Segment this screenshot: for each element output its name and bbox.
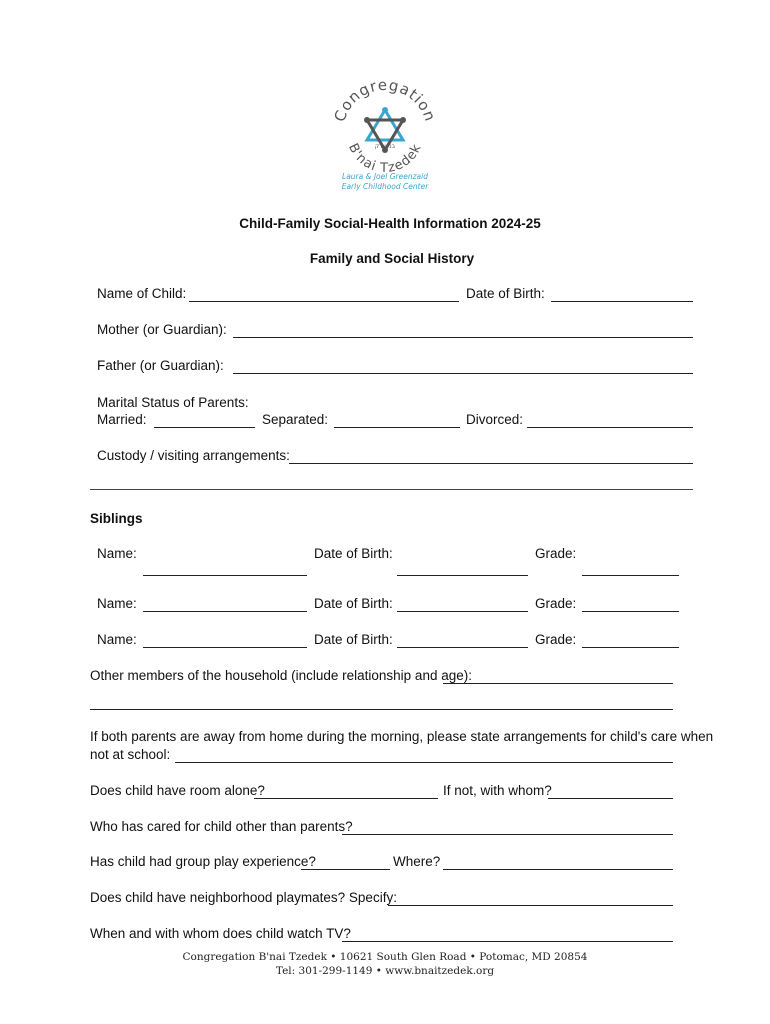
cared-for-field[interactable] bbox=[342, 834, 673, 835]
tv-label: When and with whom does child watch TV? bbox=[90, 926, 351, 941]
away-field[interactable] bbox=[175, 762, 673, 763]
group-play-label: Has child had group play experience? bbox=[90, 854, 316, 869]
custody-label: Custody / visiting arrangements: bbox=[97, 448, 290, 463]
separated-label: Separated: bbox=[262, 412, 329, 427]
divorced-label: Divorced: bbox=[466, 412, 524, 427]
sibling1-name-label: Name: bbox=[97, 546, 137, 561]
separated-field[interactable] bbox=[334, 427, 460, 428]
page-title: Child-Family Social-Health Information 2024-25 bbox=[239, 216, 541, 231]
married-label: Married: bbox=[97, 412, 147, 427]
where-label: Where? bbox=[393, 854, 441, 869]
footer-contact: Tel: 301-299-1149 • www.bnaitzedek.org bbox=[275, 965, 495, 977]
playmates-label: Does child have neighborhood playmates? Specify: bbox=[90, 890, 397, 905]
mother-label: Mother (or Guardian): bbox=[97, 322, 227, 337]
tv-field[interactable] bbox=[342, 941, 673, 942]
sibling3-dob-label: Date of Birth: bbox=[314, 632, 393, 647]
logo-arc-bottom: B'nai Tzedek bbox=[344, 141, 425, 177]
sibling3-dob-field[interactable] bbox=[397, 647, 528, 648]
name-of-child-field[interactable] bbox=[189, 301, 459, 302]
footer-address: Congregation B'nai Tzedek • 10621 South Glen Road • Potomac, MD 20854 bbox=[182, 951, 588, 963]
sibling2-dob-label: Date of Birth: bbox=[314, 596, 393, 611]
away-label-line2: not at school: bbox=[90, 747, 171, 762]
married-field[interactable] bbox=[154, 427, 255, 428]
sibling1-grade-field[interactable] bbox=[582, 575, 679, 576]
room-alone-label: Does child have room alone? bbox=[90, 783, 265, 798]
sibling1-dob-label: Date of Birth: bbox=[314, 546, 393, 561]
room-alone-field[interactable] bbox=[254, 798, 438, 799]
sibling3-name-field[interactable] bbox=[143, 647, 307, 648]
playmates-field[interactable] bbox=[388, 905, 673, 906]
if-not-label: If not, with whom? bbox=[443, 783, 552, 798]
sibling2-grade-label: Grade: bbox=[535, 596, 577, 611]
father-field[interactable] bbox=[233, 373, 693, 374]
name-of-child-label: Name of Child: bbox=[97, 286, 187, 301]
logo-sub2: Early Childhood Center bbox=[341, 182, 429, 191]
cared-for-label: Who has cared for child other than parents? bbox=[90, 819, 353, 834]
page-subtitle: Family and Social History bbox=[309, 251, 475, 266]
group-play-field[interactable] bbox=[301, 869, 390, 870]
household-field-2[interactable] bbox=[90, 709, 673, 710]
sibling2-name-label: Name: bbox=[97, 596, 137, 611]
household-field[interactable] bbox=[443, 683, 673, 684]
if-not-field[interactable] bbox=[548, 798, 673, 799]
child-dob-field[interactable] bbox=[551, 301, 693, 302]
sibling2-name-field[interactable] bbox=[143, 611, 307, 612]
logo-arc-top: Congregation bbox=[330, 75, 440, 125]
logo-sub1: Laura & Joel Greenzaid bbox=[342, 172, 428, 181]
sibling3-name-label: Name: bbox=[97, 632, 137, 647]
mother-field[interactable] bbox=[233, 337, 693, 338]
sibling2-grade-field[interactable] bbox=[582, 611, 679, 612]
sibling1-dob-field[interactable] bbox=[397, 575, 528, 576]
sibling1-name-field[interactable] bbox=[143, 575, 307, 576]
marital-status-label: Marital Status of Parents: bbox=[97, 395, 249, 410]
logo-hebrew: בני צדק bbox=[374, 143, 396, 150]
sibling3-grade-field[interactable] bbox=[582, 647, 679, 648]
sibling2-dob-field[interactable] bbox=[397, 611, 528, 612]
custody-field[interactable] bbox=[289, 463, 693, 464]
child-dob-label: Date of Birth: bbox=[466, 286, 545, 301]
sibling3-grade-label: Grade: bbox=[535, 632, 577, 647]
section-divider bbox=[90, 489, 693, 490]
household-label: Other members of the household (include relationship and age): bbox=[90, 668, 472, 683]
away-label-line1: If both parents are away from home during the morning, please state arrangements for child's care when bbox=[90, 729, 714, 744]
siblings-heading: Siblings bbox=[90, 511, 143, 526]
where-field[interactable] bbox=[443, 869, 673, 870]
father-label: Father (or Guardian): bbox=[97, 358, 224, 373]
sibling1-grade-label: Grade: bbox=[535, 546, 577, 561]
divorced-field[interactable] bbox=[527, 427, 693, 428]
